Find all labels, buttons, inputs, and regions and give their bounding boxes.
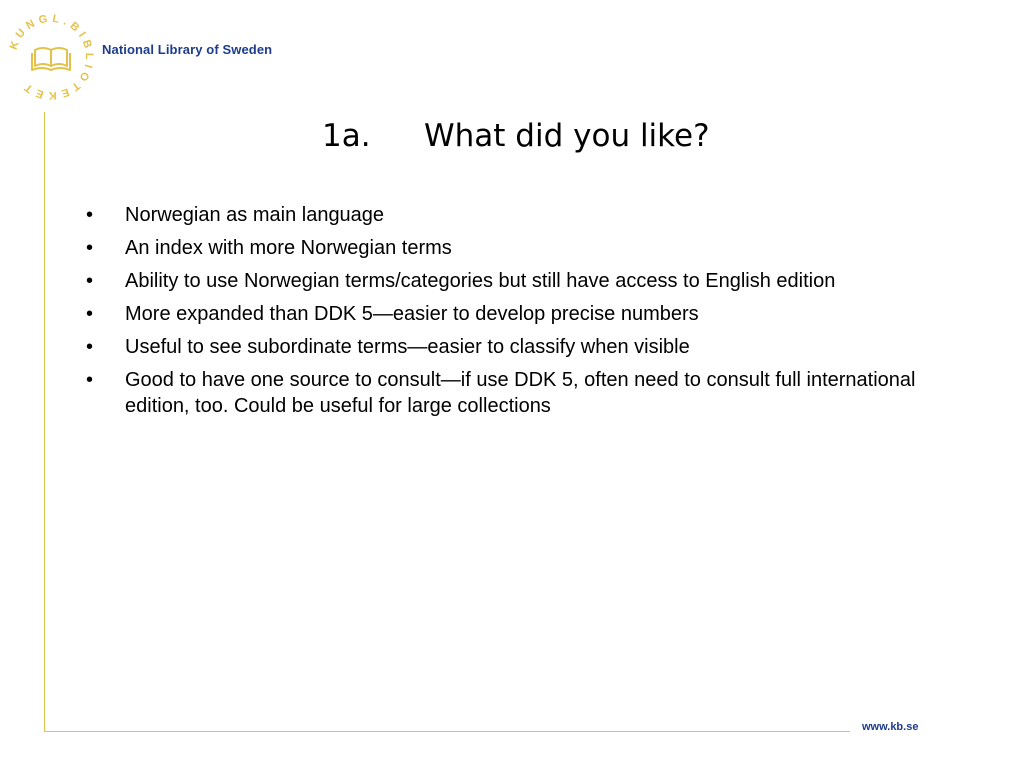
brand-name: National Library of Sweden <box>102 42 273 57</box>
bullet-icon: • <box>86 237 94 259</box>
list-item-text: An index with more Norwegian terms <box>125 237 452 259</box>
list-item-text: More expanded than DDK 5—easier to develop precise numbers <box>125 303 699 325</box>
list-item-text: Useful to see subordinate terms—easier to classify when visible <box>125 336 690 358</box>
bullet-icon: • <box>86 270 94 292</box>
bullet-icon: • <box>86 336 94 358</box>
kb-logo-icon <box>4 10 98 104</box>
list-item <box>86 367 966 419</box>
slide-title <box>322 118 710 154</box>
bullet-icon: • <box>86 204 94 226</box>
list-item <box>86 202 966 228</box>
bullet-icon: • <box>86 369 94 391</box>
footer-url: www.kb.se <box>862 721 919 733</box>
title-number: 1a. <box>322 118 371 154</box>
bullet-list <box>86 202 966 426</box>
list-item-text: Good to have one source to consult—if use DDK 5, often need to consult full international edition, too. Could be useful for large collections <box>125 369 916 417</box>
frame-left-line <box>44 112 45 732</box>
list-item <box>86 334 966 360</box>
frame-bottom-line <box>44 731 850 732</box>
title-text: What did you like? <box>424 118 710 154</box>
list-item <box>86 301 966 327</box>
bullet-icon: • <box>86 303 94 325</box>
list-item-text: Norwegian as main language <box>125 204 385 226</box>
list-item <box>86 268 966 294</box>
logo-ring-text: KUNGL.BIBLIOTEKET <box>7 12 96 102</box>
list-item-text: Ability to use Norwegian terms/categories but still have access to English edition <box>125 270 836 292</box>
list-item <box>86 235 966 261</box>
